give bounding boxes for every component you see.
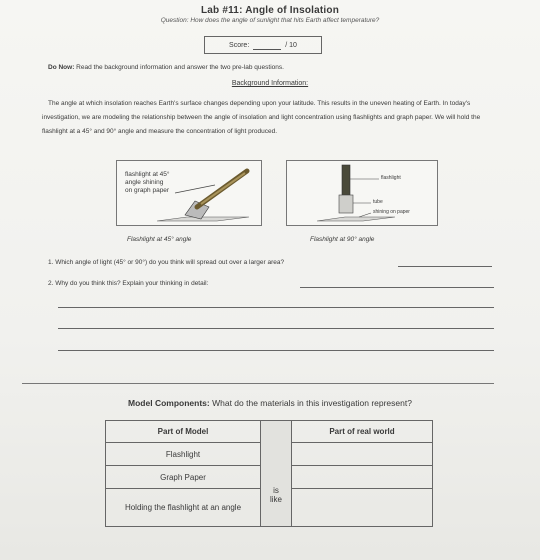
flashlight-90-illustration bbox=[287, 161, 437, 225]
label-shining: shining on paper bbox=[373, 209, 410, 215]
do-now bbox=[48, 64, 284, 71]
tube-vertical-shape bbox=[339, 195, 353, 213]
graph-paper-shape bbox=[157, 217, 249, 221]
do-now-lead: Do Now: bbox=[48, 64, 75, 71]
caption-90: Flashlight at 90° angle bbox=[310, 236, 375, 243]
col-header-real: Part of real world bbox=[292, 421, 433, 443]
score-total: / 10 bbox=[285, 41, 297, 49]
score-blank[interactable] bbox=[253, 41, 281, 50]
leader-paper bbox=[359, 213, 371, 217]
answer-line-2d[interactable] bbox=[58, 350, 494, 351]
answer-line-2b[interactable] bbox=[58, 307, 494, 308]
answer-line-2a[interactable] bbox=[300, 287, 494, 288]
caption-45: Flashlight at 45° angle bbox=[127, 236, 192, 243]
model-row-flashlight: Flashlight bbox=[106, 443, 261, 466]
model-components-table bbox=[105, 420, 433, 527]
paper-90-shape bbox=[317, 217, 395, 221]
answer-line-1[interactable] bbox=[398, 266, 492, 267]
figure-45-label: flashlight at 45° angle shining on graph paper bbox=[125, 171, 170, 194]
real-world-cell-3[interactable] bbox=[292, 489, 433, 527]
is-like-column: is like bbox=[261, 421, 292, 527]
section-divider bbox=[22, 383, 494, 384]
do-now-text: Read the background information and answer the two pre-lab questions. bbox=[76, 64, 284, 71]
question-2: 2. Why do you think this? Explain your thinking in detail: bbox=[48, 280, 209, 287]
lab-question: Question: How does the angle of sunlight that hits Earth affect temperature? bbox=[160, 17, 380, 24]
model-components-heading: Model Components: What do the materials in this investigation represent? bbox=[128, 398, 412, 408]
col-header-model: Part of Model bbox=[106, 421, 261, 443]
figure-90-degree bbox=[286, 160, 438, 226]
score-label: Score: bbox=[229, 41, 250, 49]
flashlight-highlight bbox=[201, 173, 245, 204]
label-tube: tube bbox=[373, 199, 383, 205]
model-row-angle: Holding the flashlight at an angle bbox=[106, 489, 261, 527]
label-flashlight: flashlight bbox=[381, 175, 401, 181]
background-paragraph: The angle at which insolation reaches Earth's surface changes depending upon your latitude. This results in the uneven heating of Earth. In today's investigation, we are modeling the relationship between the angle of insolation and light concentration using flashlights and graph paper. We will hold the flashlight at a 45° and 90° angle and measure the concentration of light produced. bbox=[42, 100, 481, 135]
page-title: Lab #11: Angle of Insolation bbox=[200, 5, 340, 16]
model-row-graph-paper: Graph Paper bbox=[106, 466, 261, 489]
leader-line bbox=[175, 185, 215, 193]
answer-line-2c[interactable] bbox=[58, 328, 494, 329]
figure-45-degree bbox=[116, 160, 262, 226]
background-heading: Background Information: bbox=[231, 80, 309, 87]
real-world-cell-2[interactable] bbox=[292, 466, 433, 489]
flashlight-vertical-shape bbox=[342, 165, 350, 195]
score-box bbox=[204, 36, 322, 54]
real-world-cell-1[interactable] bbox=[292, 443, 433, 466]
question-1: 1. Which angle of light (45° or 90°) do you think will spread out over a larger area? bbox=[48, 259, 285, 266]
